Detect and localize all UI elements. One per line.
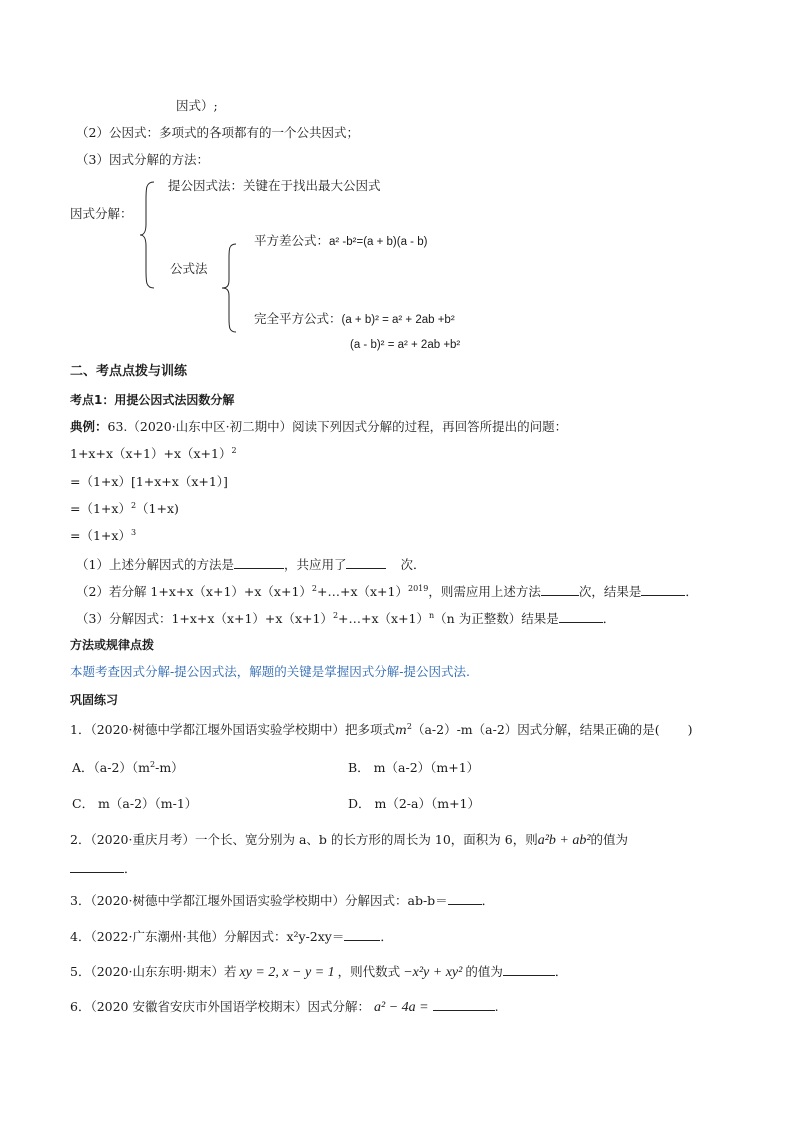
step-1: $1+x+x(x+1)+x(x+1)^2$ (70, 445, 237, 461)
answer-blank[interactable] (433, 998, 495, 1011)
answer-blank[interactable] (559, 610, 603, 623)
answer-blank[interactable] (541, 583, 579, 596)
method-title: 方法或规律点拨 (70, 638, 155, 652)
answer-blank[interactable] (448, 892, 482, 905)
example-label: 典例： (70, 419, 108, 434)
example-line (70, 419, 567, 435)
formula-1-label: 平方差公式： (254, 233, 330, 248)
exercise-4: 4．（2022·广东潮州·其他）分解因式：x²y-2xy＝ ． (70, 929, 393, 944)
practice-title: 巩固练习 (70, 693, 119, 707)
step-2: =（1+x）[1+x+x（x+1）] (70, 474, 228, 489)
step-4: $=(1+x)^3$ (70, 527, 137, 543)
method-2: 公式法 (170, 261, 208, 276)
answer-blank[interactable] (344, 928, 380, 941)
answer-blank[interactable] (346, 556, 386, 569)
brace-formula-icon (220, 242, 240, 334)
question-1: （1）上述分解因式的方法是 ，共应用了 次． (76, 557, 426, 572)
brace-main-icon (138, 180, 158, 290)
item-3: （3）因式分解的方法： (76, 152, 209, 167)
exercise-2-answer: ． (70, 860, 137, 877)
option-b: B． m（a-2）（m+1） (348, 760, 480, 775)
option-d: D． m（2-a）（m+1） (348, 796, 481, 811)
formula-2 (254, 311, 455, 328)
formula-2b-expr: (a - b)² = a² + 2ab +b² (350, 339, 461, 351)
method-1: 提公因式法：关键在于找出最大公因式 (168, 178, 381, 193)
formula-1 (254, 233, 427, 250)
option-a: A．$(a-2)(m^2-m)$ (72, 759, 184, 775)
question-2: （2）若分解 $1+x+x(x+1)+x(x+1)^2+\dots+x(x+1)^{2019}$，则需应用上述方法 次，结果是 ． (76, 583, 698, 599)
answer-blank[interactable] (70, 860, 124, 873)
exercise-2: 2．（2020·重庆月考）一个长、宽分别为 a、b 的长方形的周长为 10，面积为 6，则a²b + ab²的值为 (70, 832, 629, 848)
answer-blank[interactable] (641, 583, 685, 596)
item-2: （2）公因式：多项式的各项都有的一个公共因式； (76, 125, 359, 140)
question-3: （3）分解因式：$1+x+x(x+1)+x(x+1)^2+\dots+x(x+1)^n(n$ 为正整数）结果是 ． (76, 610, 616, 626)
section-2-title: 二、考点点拨与训练 (70, 364, 188, 379)
exercise-1: 1．（2020·树德中学都江堰外国语实验学校期中）把多项式$m^2(a-2)-m(a-2)$因式分解，结果正确的是( ) (70, 721, 693, 737)
exercise-3: 3．（2020·树德中学都江堰外国语实验学校期中）分解因式：ab-b＝ ． (70, 893, 495, 908)
option-c: C． m（a-2）（m-1） (72, 796, 198, 811)
example-text: 63.（2020·山东中区·初二期中）阅读下列因式分解的过程，再回答所提出的问题： (107, 419, 568, 434)
exercise-6: 6．（2020 安徽省安庆市外国语学校期末）因式分解： a² − 4a = . (70, 999, 499, 1015)
continuation-text: 因式）; (176, 98, 218, 113)
answer-blank[interactable] (234, 556, 284, 569)
kaodian-1-title: 考点1：用提公因式法因数分解 (70, 393, 235, 407)
formula-2-label: 完全平方公式： (254, 311, 342, 326)
method-text: 本题考查因式分解-提公因式法，解题的关键是掌握因式分解-提公因式法. (70, 664, 470, 679)
formula-1-expr: a² -b²=(a + b)(a - b) (329, 236, 428, 248)
step-3: $=(1+x)^2(1+x)$ (70, 500, 179, 516)
exercise-5: 5．（2020·山东东明·期末）若 xy = 2, x − y = 1 ，则代数式 −x²y + xy² 的值为 ． (70, 964, 568, 980)
diagram-root: 因式分解： (70, 206, 133, 221)
formula-2a-expr: (a + b)² = a² + 2ab +b² (341, 314, 455, 326)
answer-blank[interactable] (503, 963, 555, 976)
